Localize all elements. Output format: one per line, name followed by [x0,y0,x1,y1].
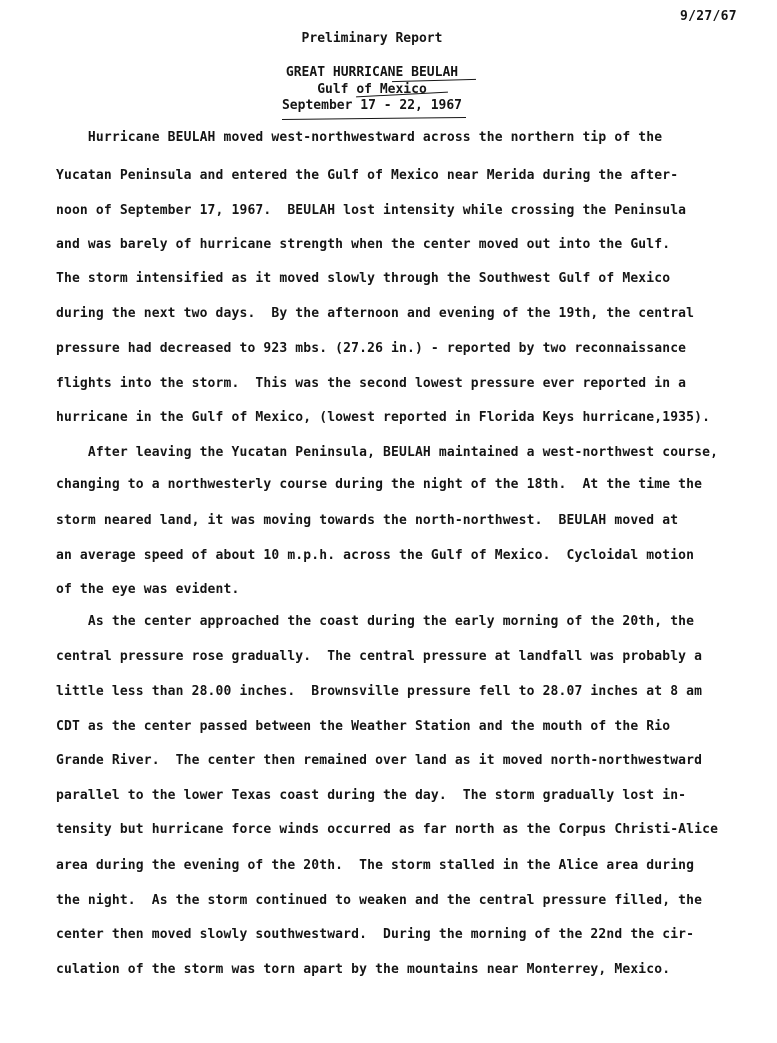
report-type: Preliminary Report [301,31,443,46]
body-line: central pressure rose gradually. The central pressure at landfall was probably a [56,649,703,664]
body-line: hurricane in the Gulf of Mexico, (lowest reported in Florida Keys hurricane,1935). [56,410,711,425]
body-line: little less than 28.00 inches. Brownsville pressure fell to 28.07 inches at 8 am [56,684,703,699]
body-line: After leaving the Yucatan Peninsula, BEULAH maintained a west-northwest course, [56,445,719,460]
body-line: tensity but hurricane force winds occurred as far north as the Corpus Christi-Alice [56,822,719,837]
body-line: during the next two days. By the afternoon and evening of the 19th, the central [56,306,695,321]
region: Gulf of Mexico [317,82,427,97]
storm-name: GREAT HURRICANE BEULAH [285,65,459,80]
body-line: and was barely of hurricane strength when the center moved out into the Gulf. [56,237,671,252]
body-line: pressure had decreased to 923 mbs. (27.26 in.) - reported by two reconnaissance [56,341,687,356]
body-line: Yucatan Peninsula and entered the Gulf of Mexico near Merida during the after- [56,168,679,183]
body-line: the night. As the storm continued to weaken and the central pressure filled, the [56,893,703,908]
body-line: The storm intensified as it moved slowly through the Southwest Gulf of Mexico [56,271,671,286]
body-line: storm neared land, it was moving towards the north-northwest. BEULAH moved at [56,513,679,528]
body-line: changing to a northwesterly course during the night of the 18th. At the time the [56,477,703,492]
body-line: center then moved slowly southwestward. During the morning of the 22nd the cir- [56,927,695,942]
date-range: September 17 - 22, 1967 [281,98,462,113]
body-line: Grande River. The center then remained over land as it moved north-northwestward [56,753,703,768]
body-line: an average speed of about 10 m.p.h. across the Gulf of Mexico. Cycloidal motion [56,548,695,563]
body-line: parallel to the lower Texas coast during the day. The storm gradually lost in- [56,788,687,803]
date-stamp: 9/27/67 [680,9,737,24]
body-line: culation of the storm was torn apart by the mountains near Monterrey, Mexico. [56,962,671,977]
body-line: noon of September 17, 1967. BEULAH lost intensity while crossing the Peninsula [56,203,687,218]
underline-dates [282,117,466,120]
body-line: Hurricane BEULAH moved west-northwestward across the northern tip of the [56,130,663,145]
body-line: flights into the storm. This was the second lowest pressure ever reported in a [56,376,687,391]
body-line: As the center approached the coast during the early morning of the 20th, the [56,614,695,629]
body-line: area during the evening of the 20th. The storm stalled in the Alice area during [56,858,695,873]
body-line: of the eye was evident. [56,582,240,597]
body-line: CDT as the center passed between the Weather Station and the mouth of the Rio [56,719,671,734]
